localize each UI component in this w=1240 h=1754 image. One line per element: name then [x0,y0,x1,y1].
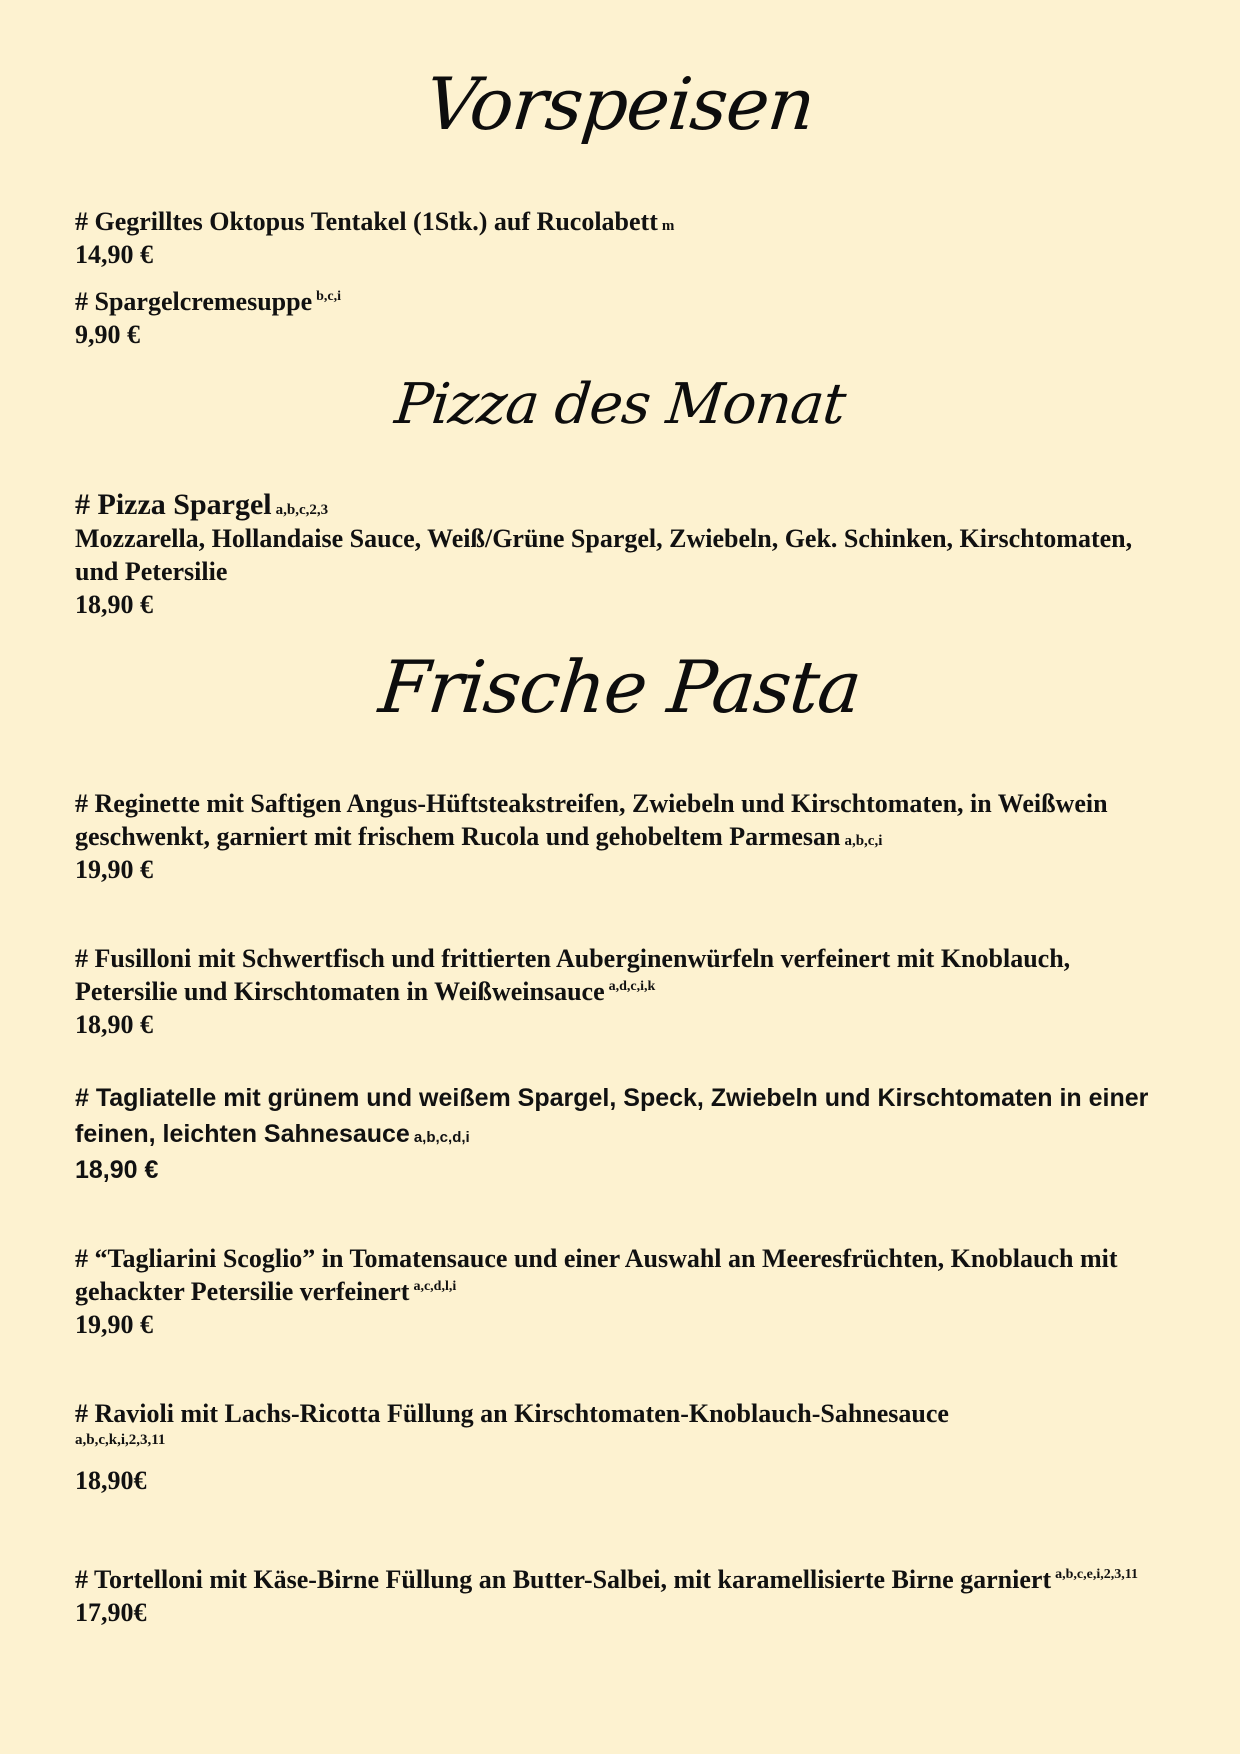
menu-item-tagliatelle [75,1080,1175,1188]
item-allergens: a,c,d,l,i [413,1279,457,1295]
item-allergens: a,b,c,d,i [413,1129,470,1146]
item-description: Mozzarella, Hollandaise Sauce, Weiß/Grüne Spargel, Zwiebeln, Gek. Schinken, Kirschtomaten, und Petersilie [75,524,1133,586]
item-name: # Tortelloni mit Käse-Birne Füllung an Butter-Salbei, mit karamellisierte Birne garniert [75,1565,1052,1594]
item-allergens: a,b,c,i [844,833,883,849]
item-name: # Reginette mit Saftigen Angus-Hüftsteakstreifen, Zwiebeln und Kirschtomaten, in Weißwein geschwenkt, garniert mit frischem Rucola und gehobeltem Parmesan [75,789,1108,851]
item-price: 17,90€ [75,1598,147,1627]
item-name: # Ravioli mit Lachs-Ricotta Füllung an Kirschtomaten-Knoblauch-Sahnesauce [75,1399,949,1428]
item-name: # Spargelcremesuppe [75,287,313,316]
menu-item-tortelloni [75,1563,1175,1629]
menu-item-oktopus [75,205,1175,271]
section-title-pizza-des-monat: Pizza des Monat [391,372,849,437]
item-price: 18,90 € [75,1010,153,1039]
item-allergens: a,b,c,e,i,2,3,11 [1055,1567,1138,1583]
spacer [75,1450,1175,1464]
item-name: # Fusilloni mit Schwertfisch und frittierten Auberginenwürfeln verfeinert mit Knoblauch, Petersilie und Kirschtomaten in Weißweinsauce [75,944,1071,1006]
menu-item-spargelcremesuppe [75,285,1175,351]
item-name: # Gegrilltes Oktopus Tentakel (1Stk.) auf Rucolabett [75,207,658,236]
menu-item-pizza-spargel [75,488,1175,621]
item-price: 9,90 € [75,320,140,349]
menu-item-tagliarini-scoglio [75,1242,1175,1341]
item-price: 14,90 € [75,240,153,269]
item-price: 19,90 € [75,855,153,884]
section-title-vorspeisen: Vorspeisen [421,62,819,146]
item-allergens: m [661,218,675,234]
item-price: 18,90€ [75,1466,147,1495]
item-name: # Pizza Spargel [75,488,272,521]
menu-item-reginette [75,787,1175,886]
item-allergens: b,c,i [316,289,342,305]
item-price: 19,90 € [75,1310,153,1339]
item-allergens: a,b,c,2,3 [275,502,329,518]
item-name: # “Tagliarini Scoglio” in Tomatensauce und einer Auswahl an Meeresfrüchten, Knoblauch mit gehackter Petersilie verfeinert [75,1244,1118,1306]
menu-item-ravioli [75,1397,1175,1497]
item-price: 18,90 € [75,590,153,619]
section-title-frische-pasta: Frische Pasta [375,645,865,729]
menu-item-fusilloni [75,942,1175,1041]
item-name: # Tagliatelle mit grünem und weißem Spargel, Speck, Zwiebeln und Kirschtomaten in einer feinen, leichten Sahnesauce [75,1084,1149,1148]
item-allergens: a,b,c,k,i,2,3,11 [75,1432,166,1448]
item-allergens: a,d,c,i,k [608,979,656,995]
item-price: 18,90 € [75,1156,159,1184]
